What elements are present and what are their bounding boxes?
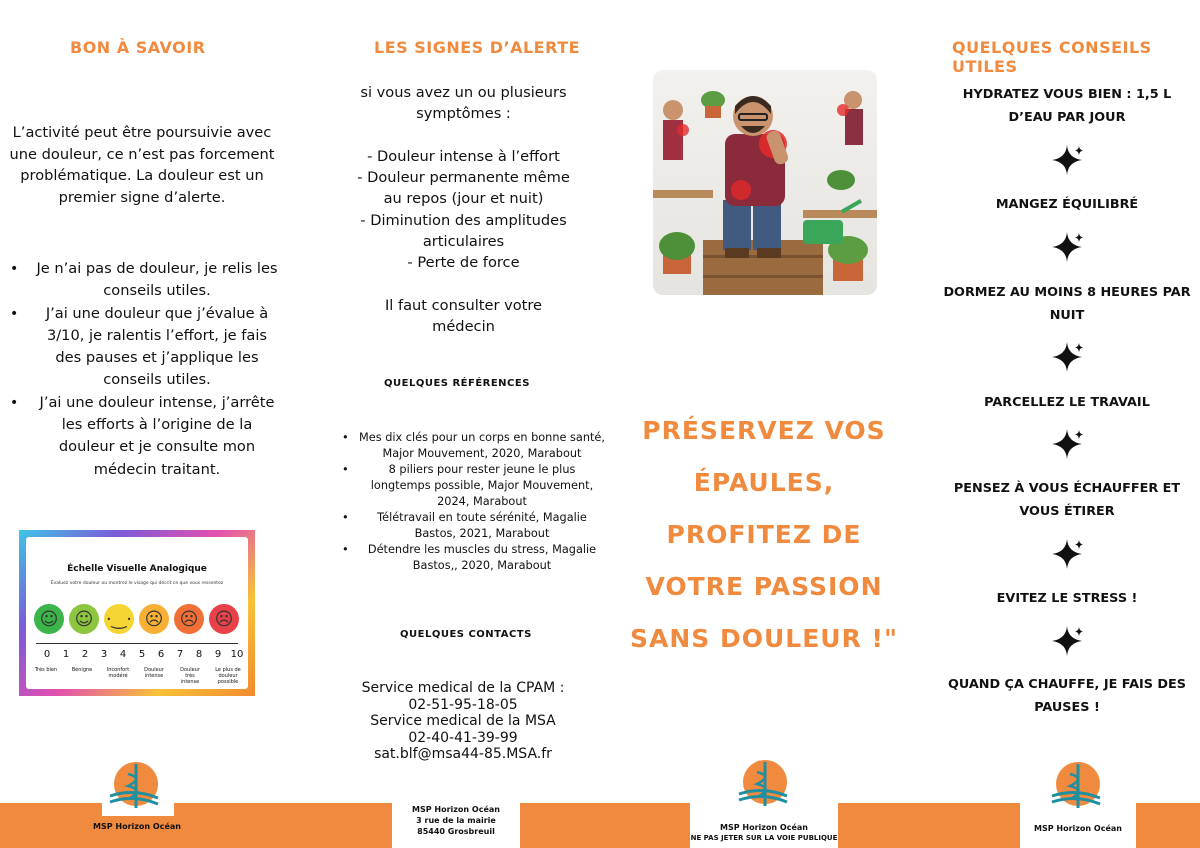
- scale-number: 0: [43, 649, 51, 660]
- text-line: si vous avez un ou plusieurs: [360, 84, 567, 101]
- pain-level-list: [8, 258, 280, 481]
- pain-scale-card: [19, 530, 255, 696]
- pain-scale-axis: [36, 643, 238, 644]
- msp-logo-icon: [1046, 758, 1106, 818]
- contact-line: Service medical de la MSA: [370, 713, 556, 729]
- very-sad-face-icon: ☹: [174, 604, 204, 634]
- scale-level-label: Le plus de douleur possible: [215, 667, 241, 685]
- references-heading: QUELQUES RÉFÉRENCES: [384, 378, 530, 389]
- tip-split-work: PARCELLEZ LE TRAVAIL: [984, 395, 1150, 410]
- msp-logo-icon: [733, 756, 793, 816]
- sad-face-icon: ☹: [139, 604, 169, 634]
- slogan: PRÉSERVEZ VOS ÉPAULES, PROFITEZ DE VOTRE PASSION SANS DOULEUR !": [630, 416, 898, 653]
- contact-email: sat.blf@msa44-85.MSA.fr: [374, 746, 552, 762]
- scale-number: 7: [176, 649, 184, 660]
- list-item: • Détendre les muscles du stress, Magalie Bastos,, 2020, Marabout: [338, 542, 606, 574]
- list-item: • Télétravail en toute sérénité, Magalie Bastos, 2021, Marabout: [338, 510, 606, 542]
- neutral-face-icon: ·‿·: [104, 604, 134, 634]
- scale-number: 3: [100, 649, 108, 660]
- signes-alerte-heading: LES SIGNES D’ALERTE: [374, 38, 581, 57]
- references-list: [338, 430, 606, 574]
- text-line: articulaires: [422, 233, 505, 251]
- tip-diet: MANGEZ ÉQUILIBRÉ: [995, 197, 1139, 212]
- intro-paragraph: L’activité peut être poursuivie avec une douleur, ce n’est pas forcement problématique. La douleur est un premier signe d’alerte.: [9, 124, 275, 206]
- sparkle-icon: [1050, 427, 1086, 463]
- msp-logo-icon: [104, 758, 164, 818]
- sparkle-icon: [1050, 230, 1086, 266]
- scale-number: 10: [230, 649, 244, 660]
- sparkle-icon: [1050, 624, 1086, 660]
- scale-number: 4: [119, 649, 127, 660]
- scale-level-label: Douleur très intense: [180, 667, 200, 685]
- footer-notice: NE PAS JETER SUR LA VOIE PUBLIQUE: [690, 834, 838, 842]
- footer-name-right: MSP Horizon Océan: [1034, 824, 1122, 833]
- very-happy-face-icon: ☺: [34, 604, 64, 634]
- bon-a-savoir-heading: BON À SAVOIR: [70, 38, 206, 57]
- list-item: • J’ai une douleur que j’évalue à 3/10, je ralentis l’effort, je fais des pauses et j’applique les conseils utiles.: [8, 303, 280, 392]
- text-line: - Douleur intense à l’effort: [367, 147, 560, 165]
- warning-signs-text: [340, 82, 587, 338]
- tip-hydration: HYDRATEZ VOUS BIEN : 1,5 L D’EAU PAR JOUR: [962, 87, 1172, 125]
- scale-level-label: Bénigne: [71, 667, 93, 673]
- text-line: Il faut consulter votre: [384, 296, 543, 314]
- crying-face-icon: ☹: [209, 604, 239, 634]
- footer-name-center: MSP Horizon Océan: [412, 805, 500, 814]
- sparkle-icon: [1050, 340, 1086, 376]
- list-item: • Je n’ai pas de douleur, je relis les conseils utiles.: [8, 258, 280, 303]
- conseils-heading: QUELQUES CONSEILS UTILES: [952, 38, 1152, 76]
- text-line: [340, 274, 587, 295]
- scale-number: 1: [62, 649, 70, 660]
- pain-scale-title: Échelle Visuelle Analogique: [67, 564, 207, 574]
- scale-number: 2: [81, 649, 89, 660]
- sparkle-icon: [1050, 143, 1086, 179]
- list-item: • 8 piliers pour rester jeune le plus longtemps possible, Major Mouvement, 2024, Marabout: [338, 462, 606, 510]
- text-line: - Perte de force: [407, 254, 520, 272]
- contact-line: 02-40-41-39-99: [408, 729, 518, 746]
- text-line: [340, 125, 587, 146]
- contact-line: Service medical de la CPAM :: [361, 680, 565, 696]
- tip-sleep: DORMEZ AU MOINS 8 HEURES PAR NUIT: [943, 285, 1191, 323]
- tip-stress: EVITEZ LE STRESS !: [996, 591, 1138, 606]
- contacts-block: [340, 680, 586, 763]
- text-line: symptômes :: [416, 105, 511, 123]
- gardener-shoulder-pain-image: [653, 70, 877, 295]
- footer-name-left: MSP Horizon Océan: [93, 822, 181, 831]
- scale-number: 5: [138, 649, 146, 660]
- sparkle-icon: [1050, 537, 1086, 573]
- list-item: • Mes dix clés pour un corps en bonne santé, Major Mouvement, 2020, Marabout: [338, 430, 606, 462]
- text-line: - Diminution des amplitudes: [360, 211, 567, 229]
- contact-line: 02-51-95-18-05: [408, 696, 518, 713]
- text-line: - Douleur permanente même: [357, 169, 570, 187]
- footer-address-line2: 85440 Grosbreuil: [417, 827, 495, 836]
- pain-scale-subtitle: Évaluez votre douleur ou montrez le visage qui décrit ce que vous ressentez: [50, 581, 224, 586]
- footer-address-line1: 3 rue de la mairie: [416, 816, 496, 825]
- footer-name-right-center: MSP Horizon Océan: [720, 823, 808, 832]
- scale-number: 9: [214, 649, 222, 660]
- scale-number: 6: [157, 649, 165, 660]
- happy-face-icon: ☺: [69, 604, 99, 634]
- text-line: au repos (jour et nuit): [383, 190, 544, 208]
- tip-breaks: QUAND ÇA CHAUFFE, JE FAIS DES PAUSES !: [947, 677, 1186, 715]
- list-item: • J’ai une douleur intense, j’arrête les efforts à l’origine de la douleur et je consulte mon médecin traitant.: [8, 392, 280, 481]
- tip-warm-up: PENSEZ À VOUS ÉCHAUFFER ET VOUS ÉTIRER: [953, 481, 1181, 519]
- scale-level-label: Inconfort modéré: [106, 667, 130, 679]
- scale-number: 8: [195, 649, 203, 660]
- contacts-heading: QUELQUES CONTACTS: [400, 629, 532, 640]
- scale-level-label: Très bien: [34, 667, 58, 673]
- text-line: médecin: [432, 318, 495, 336]
- scale-level-label: Douleur intense: [144, 667, 164, 679]
